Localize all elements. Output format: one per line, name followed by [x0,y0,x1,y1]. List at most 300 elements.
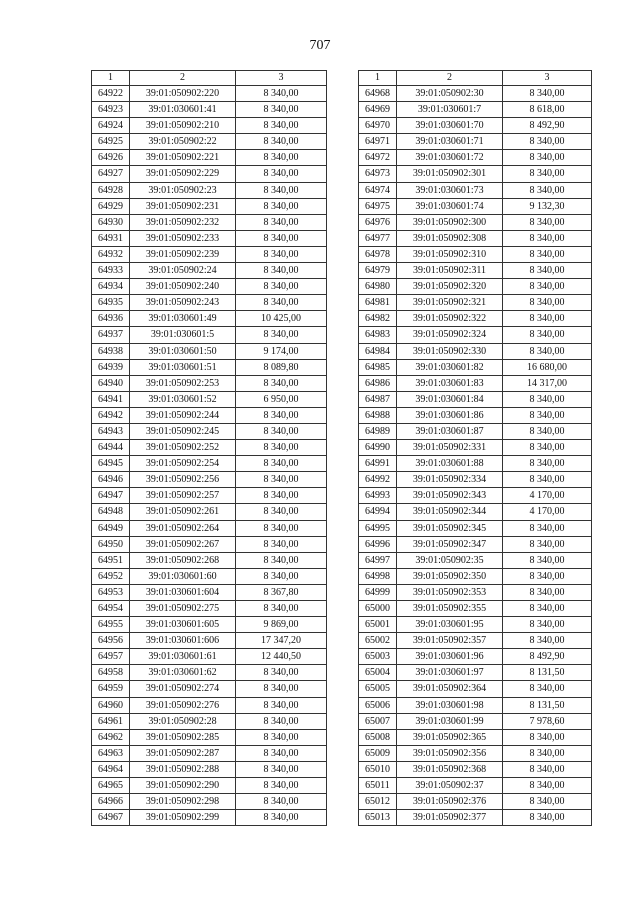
table-row [359,423,592,439]
cell-index: 65013 [359,810,397,826]
cell-value: 8 367,80 [236,584,327,600]
cell-cadastral-number: 39:01:050902:37 [397,778,503,794]
table-row [92,230,327,246]
cell-value: 8 340,00 [503,633,592,649]
column-header-value: 3 [503,71,592,86]
cell-index: 65009 [359,745,397,761]
cell-index: 64940 [92,375,130,391]
table-header-row [359,71,592,86]
cell-cadastral-number: 39:01:030601:88 [397,456,503,472]
cell-index: 64997 [359,552,397,568]
cell-cadastral-number: 39:01:030601:49 [130,311,236,327]
cell-cadastral-number: 39:01:030601:74 [397,198,503,214]
table-row [92,713,327,729]
cell-index: 64955 [92,617,130,633]
table-row [359,440,592,456]
cell-index: 64978 [359,246,397,262]
cell-value: 8 340,00 [236,681,327,697]
table-row [92,263,327,279]
cell-value: 8 340,00 [236,86,327,102]
cell-cadastral-number: 39:01:050902:254 [130,456,236,472]
cell-index: 64994 [359,504,397,520]
cell-cadastral-number: 39:01:050902:364 [397,681,503,697]
column-header-index: 1 [92,71,130,86]
cell-index: 64959 [92,681,130,697]
cell-cadastral-number: 39:01:050902:244 [130,407,236,423]
cell-cadastral-number: 39:01:030601:51 [130,359,236,375]
cell-index: 64945 [92,456,130,472]
cell-cadastral-number: 39:01:050902:268 [130,552,236,568]
cell-index: 64969 [359,102,397,118]
cell-value: 8 340,00 [236,407,327,423]
cell-index: 64971 [359,134,397,150]
cell-index: 64962 [92,729,130,745]
table-row [359,327,592,343]
table-row [92,456,327,472]
cell-index: 64975 [359,198,397,214]
table-row [359,552,592,568]
table-row [359,230,592,246]
table-row [359,134,592,150]
cell-value: 8 340,00 [503,295,592,311]
cell-index: 64925 [92,134,130,150]
cell-value: 8 340,00 [236,230,327,246]
cell-cadastral-number: 39:01:030601:98 [397,697,503,713]
cell-value: 8 340,00 [503,745,592,761]
cell-index: 64942 [92,407,130,423]
cell-value: 8 340,00 [503,729,592,745]
cell-cadastral-number: 39:01:030601:83 [397,375,503,391]
cell-index: 64990 [359,440,397,456]
cell-cadastral-number: 39:01:050902:252 [130,440,236,456]
cell-value: 8 340,00 [503,520,592,536]
cell-value: 8 340,00 [236,761,327,777]
cell-value: 8 340,00 [236,794,327,810]
cell-value: 8 340,00 [503,681,592,697]
cell-index: 64956 [92,633,130,649]
cell-index: 64943 [92,423,130,439]
cell-value: 8 340,00 [503,279,592,295]
cell-value: 8 340,00 [236,150,327,166]
cell-value: 8 340,00 [503,391,592,407]
table-row [359,359,592,375]
cell-index: 64989 [359,423,397,439]
table-row [92,423,327,439]
cell-index: 64949 [92,520,130,536]
cell-index: 64974 [359,182,397,198]
column-header-index: 1 [359,71,397,86]
cell-value: 8 340,00 [236,102,327,118]
cell-value: 8 340,00 [503,182,592,198]
cell-index: 64935 [92,295,130,311]
cell-index: 64934 [92,279,130,295]
cell-value: 8 340,00 [503,568,592,584]
cell-cadastral-number: 39:01:050902:288 [130,761,236,777]
cell-value: 8 340,00 [236,536,327,552]
cell-value: 8 340,00 [503,230,592,246]
cell-index: 64927 [92,166,130,182]
cell-cadastral-number: 39:01:050902:275 [130,601,236,617]
cell-index: 64932 [92,246,130,262]
cell-index: 64944 [92,440,130,456]
cell-index: 64987 [359,391,397,407]
cell-cadastral-number: 39:01:050902:23 [130,182,236,198]
cell-index: 64972 [359,150,397,166]
cell-value: 8 340,00 [236,488,327,504]
table-row [92,246,327,262]
cell-index: 64992 [359,472,397,488]
cell-index: 65011 [359,778,397,794]
cell-value: 8 340,00 [236,118,327,134]
cell-value: 8 340,00 [236,214,327,230]
cell-cadastral-number: 39:01:050902:334 [397,472,503,488]
table-row [92,391,327,407]
cell-cadastral-number: 39:01:030601:71 [397,134,503,150]
cell-index: 64936 [92,311,130,327]
cell-index: 64961 [92,713,130,729]
cell-index: 64954 [92,601,130,617]
cell-index: 65005 [359,681,397,697]
cell-cadastral-number: 39:01:050902:376 [397,794,503,810]
table-row [92,214,327,230]
cell-index: 64976 [359,214,397,230]
cell-value: 12 440,50 [236,649,327,665]
cell-index: 64937 [92,327,130,343]
cell-value: 8 340,00 [503,472,592,488]
cell-value: 8 340,00 [236,745,327,761]
table-row [359,617,592,633]
cell-index: 64967 [92,810,130,826]
cell-value: 8 340,00 [503,584,592,600]
table-row [359,246,592,262]
cell-value: 8 340,00 [236,198,327,214]
cell-index: 64979 [359,263,397,279]
cell-cadastral-number: 39:01:030601:99 [397,713,503,729]
cell-cadastral-number: 39:01:050902:350 [397,568,503,584]
table-row [92,150,327,166]
table-header-row [92,71,327,86]
cell-index: 64999 [359,584,397,600]
cell-value: 8 340,00 [236,601,327,617]
cell-value: 10 425,00 [236,311,327,327]
cell-index: 64995 [359,520,397,536]
cell-cadastral-number: 39:01:050902:243 [130,295,236,311]
cell-cadastral-number: 39:01:050902:343 [397,488,503,504]
table-row [92,778,327,794]
table-row [359,472,592,488]
table-row [359,214,592,230]
cell-index: 64983 [359,327,397,343]
cell-index: 64929 [92,198,130,214]
cell-value: 8 340,00 [503,423,592,439]
cell-index: 65003 [359,649,397,665]
table-row [359,778,592,794]
table-row [359,520,592,536]
cell-cadastral-number: 39:01:050902:245 [130,423,236,439]
table-row [92,182,327,198]
cell-index: 64933 [92,263,130,279]
cell-value: 8 340,00 [503,407,592,423]
cell-cadastral-number: 39:01:050902:232 [130,214,236,230]
page-number: 707 [309,38,331,53]
cell-index: 64953 [92,584,130,600]
cell-cadastral-number: 39:01:050902:35 [397,552,503,568]
cell-value: 6 950,00 [236,391,327,407]
cell-index: 64958 [92,665,130,681]
table-row [92,745,327,761]
cell-value: 8 492,90 [503,649,592,665]
table-row [359,681,592,697]
column-header-value: 3 [236,71,327,86]
cell-cadastral-number: 39:01:030601:73 [397,182,503,198]
cell-value: 8 340,00 [236,279,327,295]
cell-cadastral-number: 39:01:050902:28 [130,713,236,729]
table-row [92,327,327,343]
table-row [359,343,592,359]
cell-index: 65004 [359,665,397,681]
cell-cadastral-number: 39:01:050902:331 [397,440,503,456]
cell-cadastral-number: 39:01:030601:7 [397,102,503,118]
cell-cadastral-number: 39:01:030601:50 [130,343,236,359]
cell-value: 8 340,00 [236,423,327,439]
table-row [359,745,592,761]
table-row [92,118,327,134]
table-row [359,713,592,729]
cell-value: 8 340,00 [503,440,592,456]
table-row [359,279,592,295]
table-row [92,665,327,681]
table-row [92,359,327,375]
cell-value: 8 340,00 [503,810,592,826]
table-row [92,520,327,536]
cell-cadastral-number: 39:01:030601:95 [397,617,503,633]
cell-cadastral-number: 39:01:050902:221 [130,150,236,166]
cell-index: 65001 [359,617,397,633]
table-row [92,601,327,617]
cell-cadastral-number: 39:01:050902:298 [130,794,236,810]
table-row [92,697,327,713]
cell-value: 8 340,00 [236,568,327,584]
cell-value: 8 340,00 [503,617,592,633]
cell-index: 64982 [359,311,397,327]
table-row [92,86,327,102]
table-row [92,488,327,504]
cell-cadastral-number: 39:01:050902:356 [397,745,503,761]
table-row [359,198,592,214]
cell-cadastral-number: 39:01:050902:345 [397,520,503,536]
table-row [359,102,592,118]
cell-value: 8 340,00 [503,343,592,359]
cell-value: 8 089,80 [236,359,327,375]
cell-cadastral-number: 39:01:030601:605 [130,617,236,633]
cell-value: 9 132,30 [503,198,592,214]
table-row [92,681,327,697]
cell-cadastral-number: 39:01:050902:368 [397,761,503,777]
cell-cadastral-number: 39:01:030601:86 [397,407,503,423]
cell-value: 8 131,50 [503,665,592,681]
cell-cadastral-number: 39:01:030601:72 [397,150,503,166]
cell-cadastral-number: 39:01:050902:30 [397,86,503,102]
table-row [92,536,327,552]
cell-cadastral-number: 39:01:050902:365 [397,729,503,745]
table-row [92,810,327,826]
column-header-cadastral-number: 2 [130,71,236,86]
cell-value: 8 340,00 [503,134,592,150]
cell-value: 8 340,00 [236,810,327,826]
cell-index: 64984 [359,343,397,359]
table-row [92,295,327,311]
cell-value: 9 174,00 [236,343,327,359]
cell-index: 64996 [359,536,397,552]
cell-value: 8 340,00 [503,761,592,777]
table-row [92,343,327,359]
cell-cadastral-number: 39:01:050902:231 [130,198,236,214]
cell-index: 64957 [92,649,130,665]
table-row [359,456,592,472]
cell-cadastral-number: 39:01:050902:261 [130,504,236,520]
cell-index: 65007 [359,713,397,729]
cell-cadastral-number: 39:01:030601:96 [397,649,503,665]
cell-value: 8 340,00 [503,263,592,279]
cell-cadastral-number: 39:01:030601:604 [130,584,236,600]
cell-value: 8 340,00 [503,778,592,794]
cell-cadastral-number: 39:01:050902:256 [130,472,236,488]
cell-index: 64923 [92,102,130,118]
table-row [92,198,327,214]
cell-cadastral-number: 39:01:050902:267 [130,536,236,552]
cell-cadastral-number: 39:01:050902:210 [130,118,236,134]
cell-cadastral-number: 39:01:050902:347 [397,536,503,552]
cell-value: 9 869,00 [236,617,327,633]
cell-index: 64998 [359,568,397,584]
cell-cadastral-number: 39:01:030601:60 [130,568,236,584]
cell-value: 8 340,00 [236,166,327,182]
cell-index: 64947 [92,488,130,504]
cell-cadastral-number: 39:01:030601:41 [130,102,236,118]
table-row [359,118,592,134]
cell-value: 8 340,00 [236,456,327,472]
table-row [359,794,592,810]
cell-cadastral-number: 39:01:050902:239 [130,246,236,262]
cell-index: 65002 [359,633,397,649]
cell-index: 65010 [359,761,397,777]
table-row [359,584,592,600]
cell-value: 8 340,00 [236,182,327,198]
cell-value: 8 340,00 [236,697,327,713]
cell-cadastral-number: 39:01:050902:233 [130,230,236,246]
table-row [359,729,592,745]
table-row [92,102,327,118]
cell-index: 64930 [92,214,130,230]
table-row [359,166,592,182]
table-row [359,697,592,713]
cell-index: 65006 [359,697,397,713]
table-row [359,649,592,665]
cell-cadastral-number: 39:01:050902:311 [397,263,503,279]
cell-cadastral-number: 39:01:050902:287 [130,745,236,761]
cell-index: 64938 [92,343,130,359]
cell-index: 64968 [359,86,397,102]
cell-cadastral-number: 39:01:050902:285 [130,729,236,745]
cell-index: 64924 [92,118,130,134]
cell-value: 8 340,00 [503,456,592,472]
table-row [92,279,327,295]
cell-cadastral-number: 39:01:050902:220 [130,86,236,102]
cell-index: 64941 [92,391,130,407]
cell-value: 8 340,00 [236,552,327,568]
cell-cadastral-number: 39:01:050902:264 [130,520,236,536]
cell-value: 4 170,00 [503,504,592,520]
cell-index: 64991 [359,456,397,472]
table-row [92,552,327,568]
table-row [359,86,592,102]
table-row [92,440,327,456]
table-row [359,665,592,681]
cell-index: 64948 [92,504,130,520]
table-row [92,311,327,327]
table-row [92,584,327,600]
cell-value: 8 340,00 [503,246,592,262]
table-row [92,649,327,665]
cell-cadastral-number: 39:01:050902:310 [397,246,503,262]
cell-cadastral-number: 39:01:050902:24 [130,263,236,279]
cell-index: 64986 [359,375,397,391]
cell-cadastral-number: 39:01:030601:62 [130,665,236,681]
table-row [92,472,327,488]
table-row [92,375,327,391]
table-row [359,536,592,552]
table-row [92,134,327,150]
cell-value: 7 978,60 [503,713,592,729]
cell-index: 64963 [92,745,130,761]
cell-cadastral-number: 39:01:050902:344 [397,504,503,520]
cell-cadastral-number: 39:01:050902:300 [397,214,503,230]
cell-value: 8 340,00 [236,246,327,262]
cell-cadastral-number: 39:01:030601:82 [397,359,503,375]
table-row [359,150,592,166]
cell-value: 8 340,00 [503,794,592,810]
table-row [92,504,327,520]
table-row [359,391,592,407]
cell-cadastral-number: 39:01:030601:5 [130,327,236,343]
cell-cadastral-number: 39:01:050902:320 [397,279,503,295]
cell-cadastral-number: 39:01:050902:324 [397,327,503,343]
registry-table-right [358,70,592,826]
table-row [359,407,592,423]
table-row [92,633,327,649]
cell-cadastral-number: 39:01:050902:290 [130,778,236,794]
cell-index: 64952 [92,568,130,584]
cell-value: 4 170,00 [503,488,592,504]
cell-index: 64993 [359,488,397,504]
table-row [359,263,592,279]
table-row [92,568,327,584]
cell-index: 64926 [92,150,130,166]
cell-cadastral-number: 39:01:050902:322 [397,311,503,327]
cell-index: 64965 [92,778,130,794]
cell-cadastral-number: 39:01:030601:84 [397,391,503,407]
cell-value: 8 340,00 [236,729,327,745]
cell-cadastral-number: 39:01:050902:357 [397,633,503,649]
table-row [359,810,592,826]
cell-index: 64939 [92,359,130,375]
table-row [359,761,592,777]
cell-value: 8 340,00 [503,86,592,102]
table-row [359,488,592,504]
cell-value: 8 340,00 [236,263,327,279]
cell-cadastral-number: 39:01:050902:253 [130,375,236,391]
cell-value: 8 340,00 [236,375,327,391]
